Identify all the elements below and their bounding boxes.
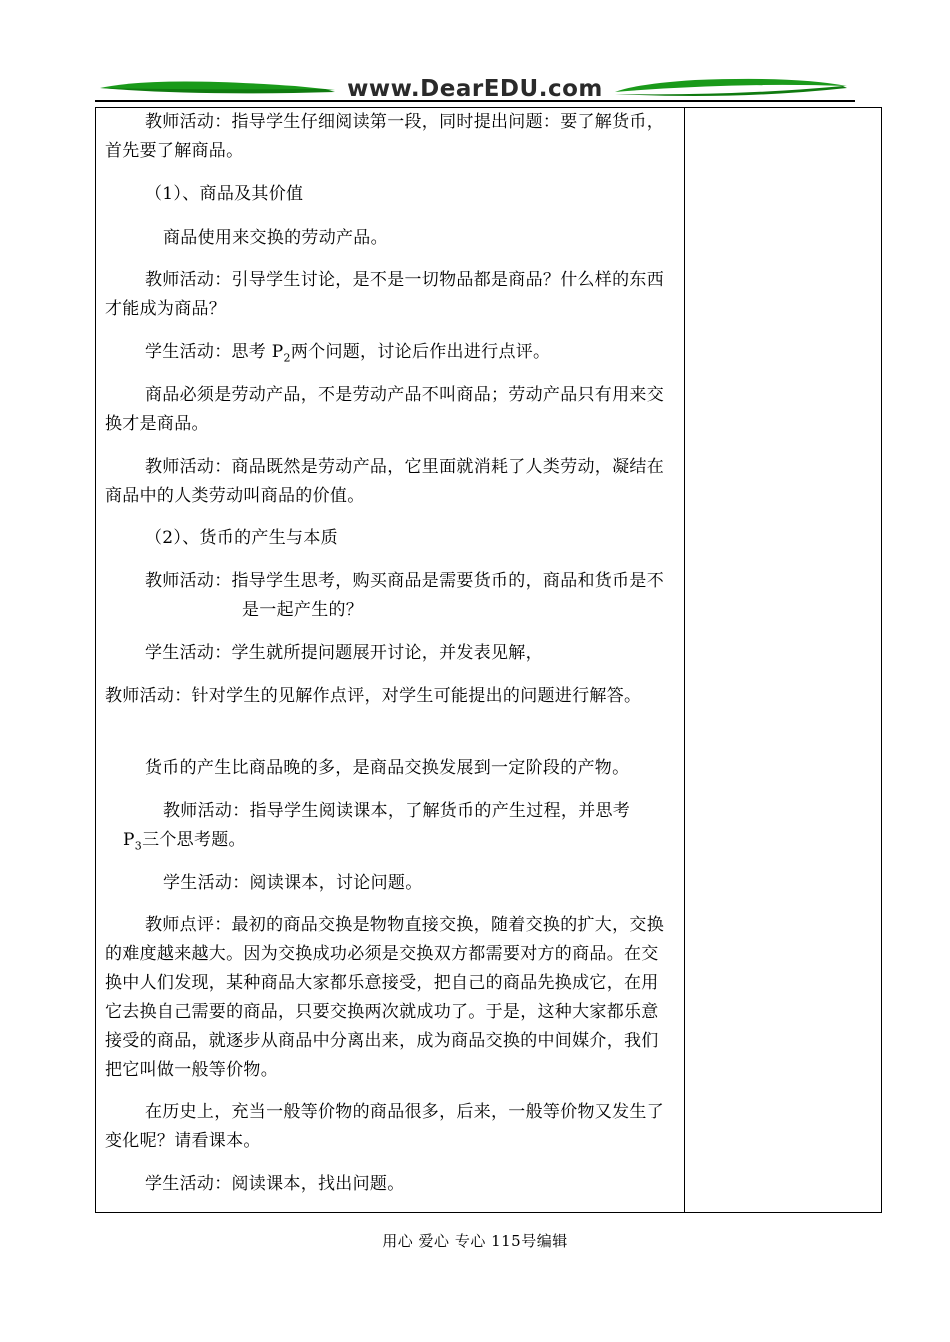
site-logo[interactable]: www.DearEDU.com: [347, 76, 603, 102]
paragraph: 学生活动：阅读课本，找出问题。: [145, 1174, 405, 1194]
subscript: 3: [134, 839, 143, 853]
paragraph: 学生活动：学生就所提问题展开讨论，并发表见解，: [145, 643, 543, 663]
paragraph: 商品必须是劳动产品，不是劳动产品不叫商品；劳动产品只有用来交换才是商品。: [105, 385, 664, 434]
paragraph: 教师活动：指导学生思考，购买商品是需要货币的，商品和货币是不是一起产生的？: [145, 571, 664, 620]
paragraph: 教师点评：最初的商品交换是物物直接交换，随着交换的扩大，交换的难度越来越大。因为交换成功必须是交换双方都需要对方的商品。在交换中人们发现，某种商品大家都乐意接受，把自己的商品先换成它，在用它去换自己需要的商品，只要交换两次就成功了。于是，这种大家都乐意接受的商品，就逐步从商品中分离出来，成为商品交换的中间媒介，我们把它叫做一般等价物。: [105, 915, 664, 1080]
paragraph: [105, 797, 675, 826]
paragraph: 教师活动：指导学生仔细阅读第一段，同时提出问题：要了解货币，首先要了解商品。: [105, 112, 664, 161]
paragraph: 学生活动：阅读课本，讨论问题。: [163, 873, 423, 893]
column-divider: [684, 107, 685, 1213]
subscript: 2: [283, 351, 291, 365]
paragraph: 商品使用来交换的劳动产品。: [163, 228, 388, 248]
section-heading: （1）、商品及其价值: [145, 184, 304, 204]
paragraph: 教师活动：针对学生的见解作点评，对学生可能提出的问题进行解答。: [105, 686, 642, 706]
page-header: [95, 70, 855, 110]
text-run: P: [123, 830, 135, 850]
section-heading: （2）、货币的产生与本质: [145, 528, 338, 548]
paragraph: 教师活动：商品既然是劳动产品，它里面就消耗了人类劳动，凝结在商品中的人类劳动叫商品的价值。: [105, 457, 664, 506]
paragraph: 教师活动：引导学生讨论，是不是一切物品都是商品？什么样的东西才能成为商品？: [105, 270, 664, 319]
text-run: 教师活动：指导学生阅读课本，了解货币的产生过程，并思考: [163, 801, 631, 821]
text-run: 学生活动：思考 P: [145, 342, 284, 362]
paragraph: 货币的产生比商品晚的多，是商品交换发展到一定阶段的产物。: [145, 758, 630, 778]
paragraph: [105, 338, 675, 367]
page-footer: 用心 爱心 专心 115号编辑: [382, 1232, 568, 1250]
paragraph-continuation: [105, 826, 675, 855]
paragraph: 在历史上，充当一般等价物的商品很多，后来，一般等价物又发生了变化呢？请看课本。: [105, 1102, 664, 1151]
text-run: 两个问题，讨论后作出进行点评。: [290, 342, 551, 362]
text-run: 三个思考题。: [142, 830, 246, 850]
